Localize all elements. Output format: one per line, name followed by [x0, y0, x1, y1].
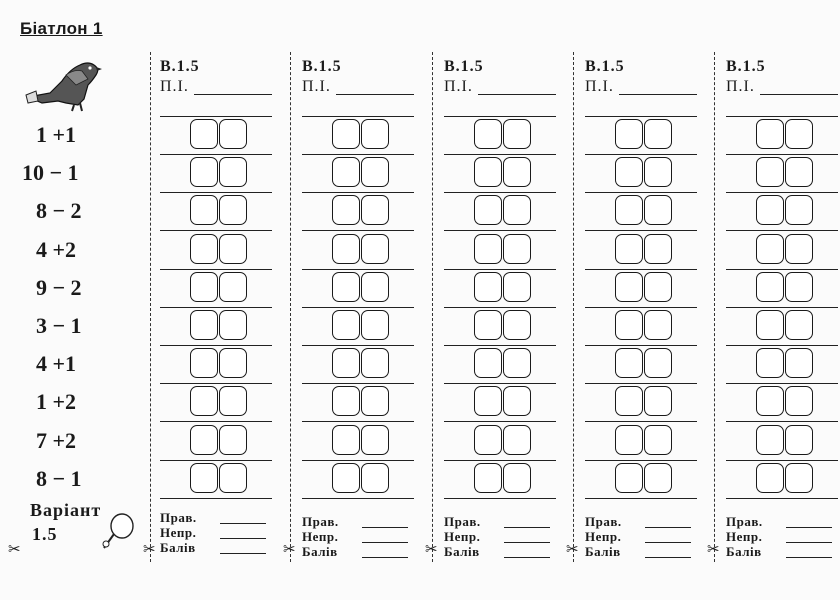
points-field[interactable]: [362, 557, 408, 558]
digit-box[interactable]: [756, 119, 784, 149]
digit-box[interactable]: [219, 195, 247, 225]
answer-row: [573, 232, 713, 270]
name-label: П.І.: [302, 78, 331, 95]
digit-box[interactable]: [219, 386, 247, 416]
answer-row: [290, 155, 430, 193]
incorrect-count-field[interactable]: [220, 538, 266, 539]
digit-box[interactable]: [503, 463, 531, 493]
answer-row: [432, 270, 572, 308]
exercise-item: 10 − 1: [22, 160, 79, 186]
name-label: П.І.: [444, 78, 473, 95]
eagle-icon: [22, 55, 104, 113]
digit-box[interactable]: [190, 234, 218, 264]
incorrect-count-field[interactable]: [645, 542, 691, 543]
answer-row: [432, 384, 572, 422]
incorrect-count-field[interactable]: [504, 542, 550, 543]
answer-row: [573, 155, 713, 193]
digit-box[interactable]: [756, 386, 784, 416]
digit-box[interactable]: [785, 348, 813, 378]
digit-box[interactable]: [503, 157, 531, 187]
digit-box[interactable]: [785, 310, 813, 340]
digit-box[interactable]: [756, 310, 784, 340]
digit-box[interactable]: [361, 310, 389, 340]
digit-box[interactable]: [644, 272, 672, 302]
digit-box[interactable]: [219, 157, 247, 187]
exercise-item: 1 +1: [36, 122, 77, 147]
exercise-item: 8 − 1: [36, 465, 82, 491]
digit-box[interactable]: [615, 463, 643, 493]
name-field[interactable]: [760, 94, 838, 95]
exercise-item: 8 − 2: [36, 198, 82, 224]
incorrect-count-label: Непр.: [302, 529, 339, 544]
digit-box[interactable]: [332, 234, 360, 264]
answer-row: [573, 117, 713, 155]
name-label: П.І.: [726, 78, 755, 95]
digit-box[interactable]: [474, 195, 502, 225]
digit-box[interactable]: [785, 272, 813, 302]
answer-row: [432, 423, 572, 461]
digit-box[interactable]: [615, 195, 643, 225]
digit-box[interactable]: [644, 348, 672, 378]
correct-count-field[interactable]: [504, 527, 550, 528]
digit-box[interactable]: [756, 348, 784, 378]
digit-box[interactable]: [332, 272, 360, 302]
digit-box[interactable]: [644, 386, 672, 416]
digit-box[interactable]: [332, 310, 360, 340]
digit-box[interactable]: [785, 195, 813, 225]
digit-box[interactable]: [219, 348, 247, 378]
points-label: Балів: [726, 544, 762, 559]
answer-card: [573, 52, 713, 600]
digit-box[interactable]: [474, 310, 502, 340]
digit-box[interactable]: [361, 348, 389, 378]
digit-box[interactable]: [361, 463, 389, 493]
answer-card: [432, 52, 572, 600]
digit-box[interactable]: [615, 310, 643, 340]
answer-row: [573, 423, 713, 461]
answer-row: [714, 346, 840, 384]
row-divider: [444, 498, 556, 499]
digit-box[interactable]: [756, 425, 784, 455]
exercise-item: 7 +2: [36, 427, 77, 453]
digit-box[interactable]: [190, 425, 218, 455]
digit-box[interactable]: [644, 195, 672, 225]
digit-box[interactable]: [361, 425, 389, 455]
points-field[interactable]: [786, 557, 832, 558]
answer-card: [290, 52, 430, 600]
digit-box[interactable]: [644, 425, 672, 455]
digit-box[interactable]: [644, 463, 672, 493]
card-code: В.1.5: [160, 58, 200, 75]
answer-row: [148, 346, 288, 384]
digit-box[interactable]: [361, 272, 389, 302]
incorrect-count-label: Непр.: [160, 525, 197, 540]
row-divider: [726, 498, 838, 499]
digit-box[interactable]: [644, 234, 672, 264]
card-code: В.1.5: [444, 58, 484, 75]
digit-box[interactable]: [190, 272, 218, 302]
digit-box[interactable]: [615, 425, 643, 455]
exercise-item: 1 +2: [36, 389, 77, 415]
points-label: Балів: [585, 544, 621, 559]
answer-row: [290, 117, 430, 155]
scissors-icon: ✂: [8, 541, 21, 558]
answer-row: [714, 117, 840, 155]
digit-box[interactable]: [332, 425, 360, 455]
answer-row: [148, 384, 288, 422]
answer-row: [148, 270, 288, 308]
digit-box[interactable]: [785, 463, 813, 493]
name-field[interactable]: [336, 94, 414, 95]
digit-box[interactable]: [361, 386, 389, 416]
digit-box[interactable]: [785, 234, 813, 264]
correct-count-label: Прав.: [444, 514, 481, 529]
digit-box[interactable]: [219, 119, 247, 149]
scissors-icon: ✂: [425, 541, 438, 558]
scissors-icon: ✂: [143, 541, 156, 558]
answer-row: [148, 155, 288, 193]
digit-box[interactable]: [615, 348, 643, 378]
card-code: В.1.5: [585, 58, 625, 75]
digit-box[interactable]: [503, 310, 531, 340]
row-divider: [160, 498, 272, 499]
digit-box[interactable]: [474, 272, 502, 302]
answer-row: [573, 346, 713, 384]
incorrect-count-label: Непр.: [585, 529, 622, 544]
name-label: П.І.: [585, 78, 614, 95]
answer-row: [148, 308, 288, 346]
digit-box[interactable]: [219, 234, 247, 264]
digit-box[interactable]: [190, 386, 218, 416]
digit-box[interactable]: [644, 310, 672, 340]
digit-box[interactable]: [361, 119, 389, 149]
answer-row: [714, 270, 840, 308]
digit-box[interactable]: [615, 157, 643, 187]
digit-box[interactable]: [503, 234, 531, 264]
ball-racket-icon: [100, 512, 136, 552]
digit-box[interactable]: [503, 425, 531, 455]
card-code: В.1.5: [302, 58, 342, 75]
digit-box[interactable]: [615, 272, 643, 302]
digit-box[interactable]: [503, 348, 531, 378]
answer-row: [432, 193, 572, 231]
correct-count-field[interactable]: [786, 527, 832, 528]
digit-box[interactable]: [644, 119, 672, 149]
exercise-item: 4 +1: [36, 351, 77, 377]
digit-box[interactable]: [361, 157, 389, 187]
answer-row: [148, 232, 288, 270]
digit-box[interactable]: [474, 119, 502, 149]
digit-box[interactable]: [756, 272, 784, 302]
row-divider: [585, 498, 697, 499]
answer-card: [148, 52, 288, 600]
correct-count-field[interactable]: [220, 523, 266, 524]
name-field[interactable]: [619, 94, 697, 95]
answer-row: [290, 423, 430, 461]
correct-count-field[interactable]: [645, 527, 691, 528]
answer-row: [714, 193, 840, 231]
answer-card: [714, 52, 840, 600]
digit-box[interactable]: [219, 425, 247, 455]
card-code: В.1.5: [726, 58, 766, 75]
digit-box[interactable]: [219, 310, 247, 340]
answer-row: [290, 384, 430, 422]
digit-box[interactable]: [756, 157, 784, 187]
incorrect-count-label: Непр.: [444, 529, 481, 544]
digit-box[interactable]: [219, 272, 247, 302]
digit-box[interactable]: [644, 157, 672, 187]
answer-row: [148, 461, 288, 499]
row-divider: [302, 498, 414, 499]
digit-box[interactable]: [474, 463, 502, 493]
correct-count-label: Прав.: [726, 514, 763, 529]
answer-row: [432, 461, 572, 499]
page-title: Біатлон 1: [20, 19, 103, 38]
name-label: П.І.: [160, 78, 189, 95]
answer-row: [714, 384, 840, 422]
answer-row: [432, 346, 572, 384]
answer-row: [432, 308, 572, 346]
digit-box[interactable]: [503, 272, 531, 302]
answer-row: [573, 461, 713, 499]
variant-label: [30, 498, 101, 546]
name-field[interactable]: [194, 94, 272, 95]
answer-row: [432, 232, 572, 270]
digit-box[interactable]: [615, 119, 643, 149]
digit-box[interactable]: [361, 234, 389, 264]
answer-row: [573, 270, 713, 308]
answer-row: [432, 155, 572, 193]
exercise-item: 9 − 2: [36, 274, 82, 300]
points-field[interactable]: [645, 557, 691, 558]
name-field[interactable]: [478, 94, 556, 95]
digit-box[interactable]: [474, 425, 502, 455]
digit-box[interactable]: [785, 119, 813, 149]
digit-box[interactable]: [219, 463, 247, 493]
digit-box[interactable]: [756, 234, 784, 264]
exercise-item: 4 +2: [36, 236, 77, 262]
digit-box[interactable]: [785, 386, 813, 416]
digit-box[interactable]: [190, 348, 218, 378]
digit-box[interactable]: [474, 348, 502, 378]
points-field[interactable]: [504, 557, 550, 558]
answer-row: [290, 346, 430, 384]
answer-row: [290, 461, 430, 499]
digit-box[interactable]: [503, 119, 531, 149]
correct-count-label: Прав.: [585, 514, 622, 529]
answer-row: [290, 193, 430, 231]
answer-row: [714, 423, 840, 461]
digit-box[interactable]: [332, 119, 360, 149]
answer-row: [714, 232, 840, 270]
answer-row: [432, 117, 572, 155]
points-label: Балів: [444, 544, 480, 559]
correct-count-label: Прав.: [160, 510, 197, 525]
digit-box[interactable]: [474, 386, 502, 416]
points-label: Балів: [302, 544, 338, 559]
digit-box[interactable]: [190, 195, 218, 225]
digit-box[interactable]: [332, 157, 360, 187]
correct-count-label: Прав.: [302, 514, 339, 529]
variant-word: Варіант: [30, 500, 102, 520]
digit-box[interactable]: [615, 386, 643, 416]
digit-box[interactable]: [332, 463, 360, 493]
variant-number: 1.5: [32, 524, 58, 544]
correct-count-field[interactable]: [362, 527, 408, 528]
answer-row: [290, 232, 430, 270]
digit-box[interactable]: [756, 195, 784, 225]
points-label: Балів: [160, 540, 196, 555]
digit-box[interactable]: [785, 157, 813, 187]
answer-row: [573, 384, 713, 422]
answer-row: [290, 270, 430, 308]
points-field[interactable]: [220, 553, 266, 554]
digit-box[interactable]: [332, 195, 360, 225]
digit-box[interactable]: [503, 386, 531, 416]
answer-row: [148, 193, 288, 231]
incorrect-count-label: Непр.: [726, 529, 763, 544]
scissors-icon: ✂: [707, 541, 720, 558]
answer-row: [148, 117, 288, 155]
answer-row: [714, 308, 840, 346]
digit-box[interactable]: [190, 310, 218, 340]
digit-box[interactable]: [332, 386, 360, 416]
digit-box[interactable]: [361, 195, 389, 225]
digit-box[interactable]: [785, 425, 813, 455]
answer-row: [290, 308, 430, 346]
digit-box[interactable]: [332, 348, 360, 378]
digit-box[interactable]: [615, 234, 643, 264]
scissors-icon: ✂: [283, 541, 296, 558]
digit-box[interactable]: [503, 195, 531, 225]
answer-row: [148, 423, 288, 461]
answer-row: [573, 308, 713, 346]
digit-box[interactable]: [474, 234, 502, 264]
digit-box[interactable]: [190, 463, 218, 493]
exercise-item: 3 − 1: [36, 313, 82, 338]
digit-box[interactable]: [756, 463, 784, 493]
answer-row: [573, 193, 713, 231]
incorrect-count-field[interactable]: [786, 542, 832, 543]
answer-row: [714, 155, 840, 193]
digit-box[interactable]: [190, 119, 218, 149]
incorrect-count-field[interactable]: [362, 542, 408, 543]
digit-box[interactable]: [474, 157, 502, 187]
scissors-icon: ✂: [566, 541, 579, 558]
answer-row: [714, 461, 840, 499]
digit-box[interactable]: [190, 157, 218, 187]
